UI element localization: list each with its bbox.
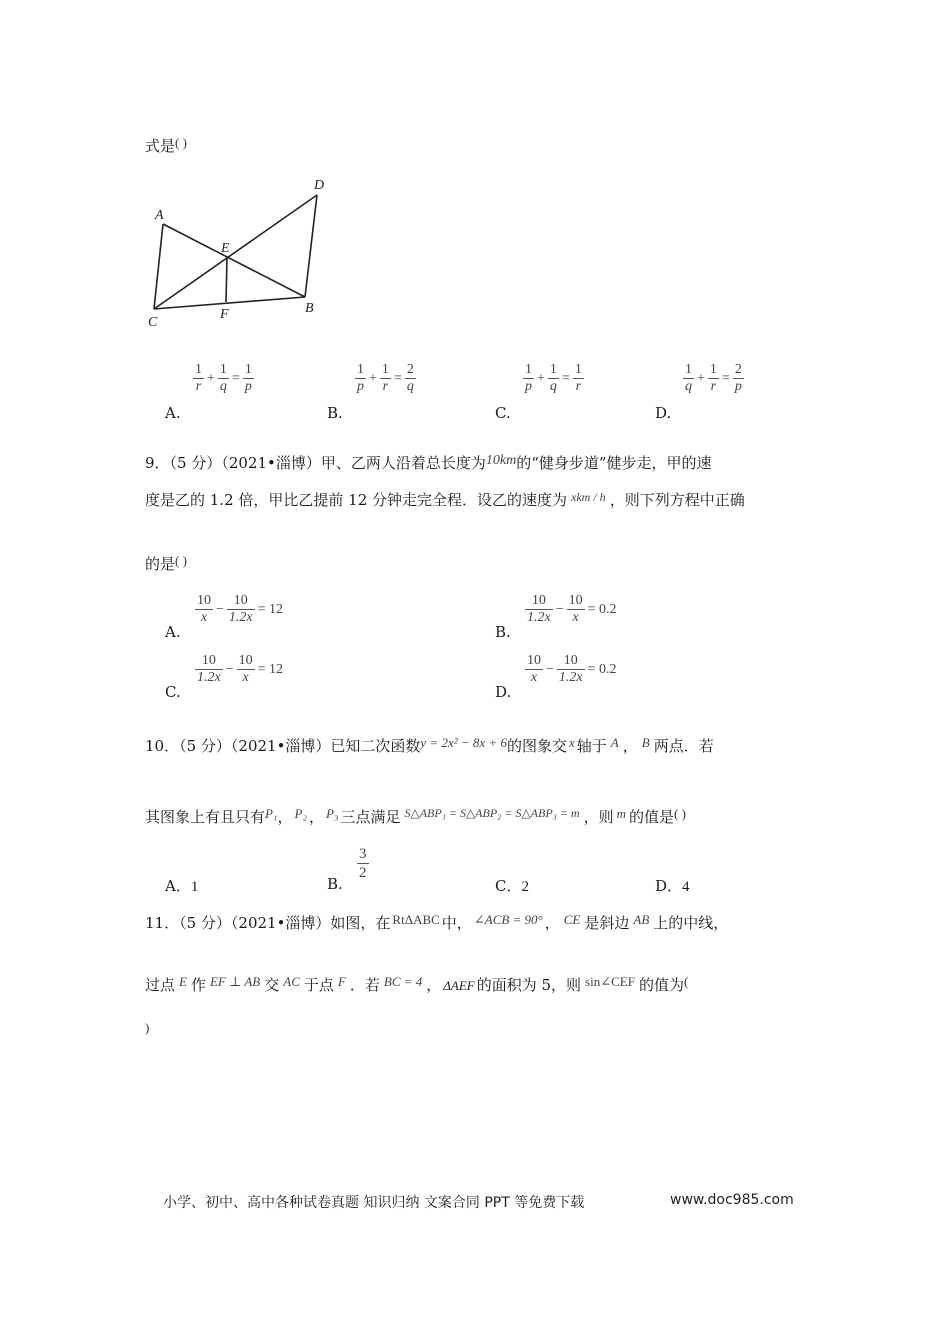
quadratic-function: y = 2x² − 8x + 6 <box>420 735 507 750</box>
q9-line-1: 9．（5 分）（2021•淄博）甲、乙两人沿着总长度为10km的“健身步道”健步走，甲的速 <box>145 453 712 472</box>
q10-option-c[interactable]: C．2 <box>495 877 529 895</box>
q10-option-d[interactable]: D．4 <box>655 877 690 895</box>
answer-paren: ( ) <box>175 135 187 150</box>
q10-option-a[interactable]: A．1 <box>165 877 199 895</box>
area-condition: S△ABP₁ = S△ABP₂ = S△ABP₃ = m <box>404 806 580 820</box>
q10-line-1: 10．（5 分）（2021•淄博）已知二次函数y = 2x² − 8x + 6的图象交 x 轴于 A ， B 两点．若 <box>145 735 714 755</box>
continuation-text: 式是 <box>145 137 176 155</box>
footer-text: 小学、初中、高中各种试卷真题 知识归纳 文案合同 PPT 等免费下载 <box>163 1195 585 1211</box>
label-F: F <box>220 307 229 322</box>
answer-paren: ( ) <box>674 806 686 821</box>
footer-link[interactable]: www.doc985.com <box>670 1192 794 1208</box>
q11-line-2: 过点 E 作 EF ⊥ AB 交 AC 于点 F ．若 BC = 4 ， ΔAEF 的面积为 5，则 sin∠CEF 的值为( <box>145 974 689 994</box>
label-B: B <box>305 301 314 316</box>
continuation-line <box>145 135 187 156</box>
q9-line-2: 度是乙的 1.2 倍，甲比乙提前 12 分钟走完全程．设乙的速度为 $^{xkm / h}$ ，则下列方程中正确 <box>145 490 745 509</box>
label-C: C <box>148 315 158 330</box>
q11-line-3: ) <box>145 1020 150 1035</box>
distance-value: 10km <box>485 453 517 468</box>
geometry-figure <box>140 172 340 337</box>
label-E: E <box>221 241 230 256</box>
speed-variable: xkm / h <box>571 490 606 504</box>
q10-line-2: 其图象上有且只有P₁， P₂ ， P₃ 三点满足 $^{S\triangle ABP_1 = S\triangle ABP_2 = S\triangle ABP_3 = m}$ ，则 m 的值是( ) <box>145 806 686 826</box>
q9-line-3: 的是( ) <box>145 553 187 573</box>
answer-paren: ( ) <box>175 553 187 568</box>
q11-line-1: 11．（5 分）（2021•淄博）如图，在 RtΔABC 中， ∠ACB = 90° ， CE 是斜边 AB 上的中线， <box>145 912 729 932</box>
label-D: D <box>314 178 325 193</box>
label-A: A <box>155 208 164 223</box>
